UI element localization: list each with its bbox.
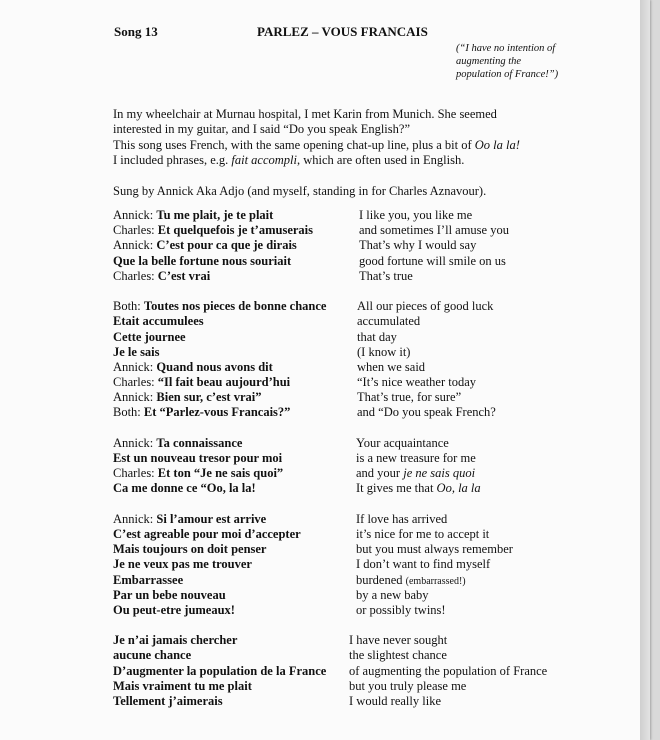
intro-line: [113, 153, 613, 168]
french-line: [113, 360, 273, 375]
intro-text-segment: , which are often used in English.: [297, 153, 465, 168]
lyric-row: [0, 345, 650, 360]
lyric-row: [0, 512, 650, 527]
lyric-row: [0, 238, 650, 253]
lyric-row: [0, 405, 650, 420]
speaker-label: Charles:: [113, 268, 158, 283]
intro-line: interested in my guitar, and I said “Do you speak English?”: [113, 122, 410, 137]
english-translation: [349, 694, 441, 709]
lyric-row: [0, 314, 650, 329]
english-text: good fortune will smile on us: [359, 253, 506, 268]
english-text: I don’t want to find myself: [356, 557, 491, 572]
french-lyric: Est un nouveau tresor pour moi: [113, 451, 283, 465]
french-lyric: C’est agreable pour moi d’accepter: [113, 526, 301, 541]
french-lyric: Je n’ai jamais chercher: [113, 633, 238, 648]
french-lyric: Que la belle fortune nous souriait: [113, 253, 292, 268]
english-text: and your: [356, 466, 404, 481]
lyric-row: [0, 330, 650, 345]
lyric-row: [0, 451, 650, 466]
lyric-row: [0, 664, 650, 679]
lyric-row: [0, 633, 650, 648]
french-line: [113, 573, 183, 588]
english-text: Your acquaintance: [356, 435, 449, 450]
english-translation: [357, 360, 425, 375]
french-line: [113, 633, 237, 648]
intro-italic-phrase: Oo la la!: [474, 137, 520, 152]
speaker-label: Charles:: [113, 466, 158, 481]
french-lyric: Je le sais: [113, 344, 160, 359]
french-line: [113, 603, 235, 618]
french-line: [113, 238, 297, 253]
french-line: [113, 648, 191, 663]
french-line: [113, 481, 256, 496]
french-lyric: C’est pour ca que je dirais: [156, 238, 297, 253]
speaker-label: Annick:: [113, 511, 157, 526]
english-text: “It’s nice weather today: [357, 375, 477, 390]
english-translation: [356, 588, 429, 603]
english-text: or possibly twins!: [356, 602, 446, 617]
english-translation: [357, 345, 410, 360]
french-line: [113, 223, 313, 238]
english-translation: [349, 679, 466, 694]
english-translation: [357, 405, 496, 420]
speaker-label: Charles:: [113, 223, 158, 238]
english-text: but you truly please me: [349, 678, 467, 693]
lyric-row: [0, 269, 650, 284]
english-translation: [359, 208, 472, 223]
french-lyric: Si l’amour est arrive: [156, 511, 267, 526]
english-italic-phrase: Oo, la la: [436, 481, 481, 496]
french-line: [113, 330, 186, 345]
french-line: [113, 375, 290, 390]
french-line: [113, 679, 252, 694]
lyric-row: [0, 254, 650, 269]
french-line: [113, 299, 326, 314]
french-lyric: Par un bebe nouveau: [113, 587, 226, 602]
english-text: but you must always remember: [356, 542, 513, 557]
english-text: All our pieces of good luck: [357, 299, 494, 314]
lyric-row: [0, 299, 650, 314]
french-line: [113, 390, 262, 405]
lyric-row: [0, 390, 650, 405]
stanza: [0, 299, 650, 421]
english-translation: [356, 436, 449, 451]
french-line: [113, 436, 242, 451]
french-line: [113, 254, 291, 269]
lyric-row: [0, 694, 650, 709]
song-title: PARLEZ – VOUS FRANCAIS: [257, 24, 428, 39]
lyric-row: [0, 542, 650, 557]
english-text: That’s true: [359, 268, 413, 283]
speaker-label: Annick:: [113, 435, 157, 450]
epigraph-line: population of France!”): [456, 69, 559, 80]
french-line: [113, 345, 160, 360]
intro-line: [113, 138, 613, 153]
english-text: That’s true, for sure”: [357, 390, 462, 405]
english-text: I have never sought: [349, 633, 448, 648]
lyric-row: [0, 603, 650, 618]
lyric-row: [0, 557, 650, 572]
speaker-label: Annick:: [113, 390, 157, 405]
french-lyric: Mais vraiment tu me plait: [113, 678, 252, 693]
english-italic-phrase: je ne sais quoi: [403, 466, 476, 481]
song-number: Song 13: [114, 24, 158, 39]
french-lyric: Mais toujours on doit penser: [113, 542, 267, 557]
english-text: I like you, you like me: [359, 208, 473, 222]
french-line: [113, 314, 204, 329]
english-text: That’s why I would say: [359, 238, 477, 253]
english-translation: [349, 633, 447, 648]
english-translation: [356, 512, 447, 527]
english-translation: [349, 648, 447, 663]
english-text: it’s nice for me to accept it: [356, 526, 490, 541]
speaker-label: Annick:: [113, 208, 157, 222]
english-translation: [356, 542, 513, 557]
english-text: and sometimes I’ll amuse you: [359, 223, 509, 238]
english-translation: [357, 299, 493, 314]
english-text: that day: [357, 329, 397, 344]
french-lyric: Etait accumulees: [113, 314, 204, 329]
french-lyric: Quand nous avons dit: [156, 359, 273, 374]
french-lyric: Toutes nos pieces de bonne chance: [143, 299, 327, 314]
english-text: when we said: [357, 359, 426, 374]
english-translation: [359, 238, 476, 253]
stanza: [0, 512, 650, 618]
english-text: burdened: [356, 572, 406, 587]
french-line: [113, 527, 301, 542]
french-line: [113, 208, 273, 223]
speaker-label: Both:: [113, 405, 144, 420]
lyric-row: [0, 648, 650, 663]
speaker-label: Charles:: [113, 375, 158, 390]
lyric-row: [0, 208, 650, 223]
english-text: (I know it): [357, 344, 411, 359]
english-translation: [357, 390, 461, 405]
french-lyric: Et “Parlez-vous Francais?”: [143, 405, 291, 420]
french-lyric: C’est vrai: [157, 268, 211, 283]
english-translation: [356, 603, 446, 618]
english-translation: [356, 481, 481, 496]
intro-text-segment: This song uses French, with the same opening chat-up line, plus a bit of: [113, 137, 475, 152]
stanza: [0, 633, 650, 709]
french-line: [113, 694, 223, 709]
lyric-row: [0, 436, 650, 451]
french-lyric: Je ne veux pas me trouver: [113, 557, 252, 572]
epigraph: [456, 42, 616, 81]
french-lyric: “Il fait beau aujourd’hui: [157, 375, 291, 390]
epigraph-line: (“I have no intention of: [456, 43, 556, 54]
lyric-row: [0, 375, 650, 390]
lyric-row: [0, 573, 650, 588]
french-lyric: Ou peut-etre jumeaux!: [113, 602, 235, 617]
english-translation: [357, 314, 420, 329]
english-translation: [356, 527, 489, 542]
english-text: It gives me that: [356, 481, 437, 496]
lyric-row: [0, 360, 650, 375]
speaker-label: Annick:: [113, 238, 157, 253]
english-text: the slightest chance: [349, 648, 447, 663]
intro-text: [113, 107, 613, 199]
french-line: [113, 512, 266, 527]
english-translation: [356, 451, 476, 466]
english-text: by a new baby: [356, 587, 429, 602]
french-lyric: Ta connaissance: [156, 435, 243, 450]
french-line: [113, 269, 210, 284]
french-line: [113, 405, 290, 420]
french-lyric: Cette journee: [113, 329, 186, 344]
french-lyric: D’augmenter la population de la France: [113, 663, 327, 678]
stanza: [0, 436, 650, 497]
lyric-row: [0, 527, 650, 542]
english-text: If love has arrived: [356, 511, 448, 526]
english-translation: [359, 223, 509, 238]
french-lyric: Et ton “Je ne sais quoi”: [157, 466, 284, 481]
french-lyric: Tu me plait, je te plait: [156, 208, 274, 222]
french-line: [113, 588, 226, 603]
english-translation: [349, 664, 547, 679]
french-line: [113, 557, 252, 572]
english-text: I would really like: [349, 694, 441, 708]
french-lyric: Ca me donne ce “Oo, la la!: [113, 481, 256, 496]
speaker-label: Both:: [113, 299, 144, 314]
sung-by-line: Sung by Annick Aka Adjo (and myself, standing in for Charles Aznavour).: [113, 183, 487, 198]
english-text: accumulated: [357, 314, 421, 329]
lyric-row: [0, 223, 650, 238]
english-translation: [357, 330, 397, 345]
french-line: [113, 542, 266, 557]
english-translation: [357, 375, 476, 390]
intro-line: In my wheelchair at Murnau hospital, I met Karin from Munich. She seemed: [113, 107, 497, 121]
french-lyric: Et quelquefois je t’amuserais: [157, 223, 313, 238]
french-line: [113, 451, 282, 466]
english-text: is a new treasure for me: [356, 451, 476, 465]
french-lyric: Tellement j’aimerais: [113, 694, 223, 708]
french-line: [113, 466, 283, 481]
english-translation: [356, 557, 490, 572]
scan-edge: [640, 0, 650, 740]
lyric-row: [0, 679, 650, 694]
english-translation: [359, 269, 413, 284]
french-lyric: Bien sur, c’est vrai”: [156, 390, 262, 405]
stanza: [0, 208, 650, 284]
lyric-row: [0, 481, 650, 496]
lyric-row: [0, 588, 650, 603]
english-text: and “Do you speak French?: [357, 405, 496, 420]
french-lyric: Embarrassee: [113, 572, 184, 587]
speaker-label: Annick:: [113, 359, 157, 374]
french-line: [113, 664, 326, 679]
intro-text-segment: I included phrases, e.g.: [113, 153, 232, 168]
english-aside: (embarrassed!): [405, 575, 466, 587]
lyric-row: [0, 466, 650, 481]
english-text: of augmenting the population of France: [349, 663, 548, 678]
epigraph-line: augmenting the: [456, 56, 522, 67]
lyrics-section: [0, 208, 650, 724]
english-translation: [356, 573, 466, 589]
intro-italic-phrase: fait accompli: [231, 153, 297, 168]
english-translation: [359, 254, 506, 269]
english-translation: [356, 466, 475, 481]
french-lyric: aucune chance: [113, 648, 192, 663]
